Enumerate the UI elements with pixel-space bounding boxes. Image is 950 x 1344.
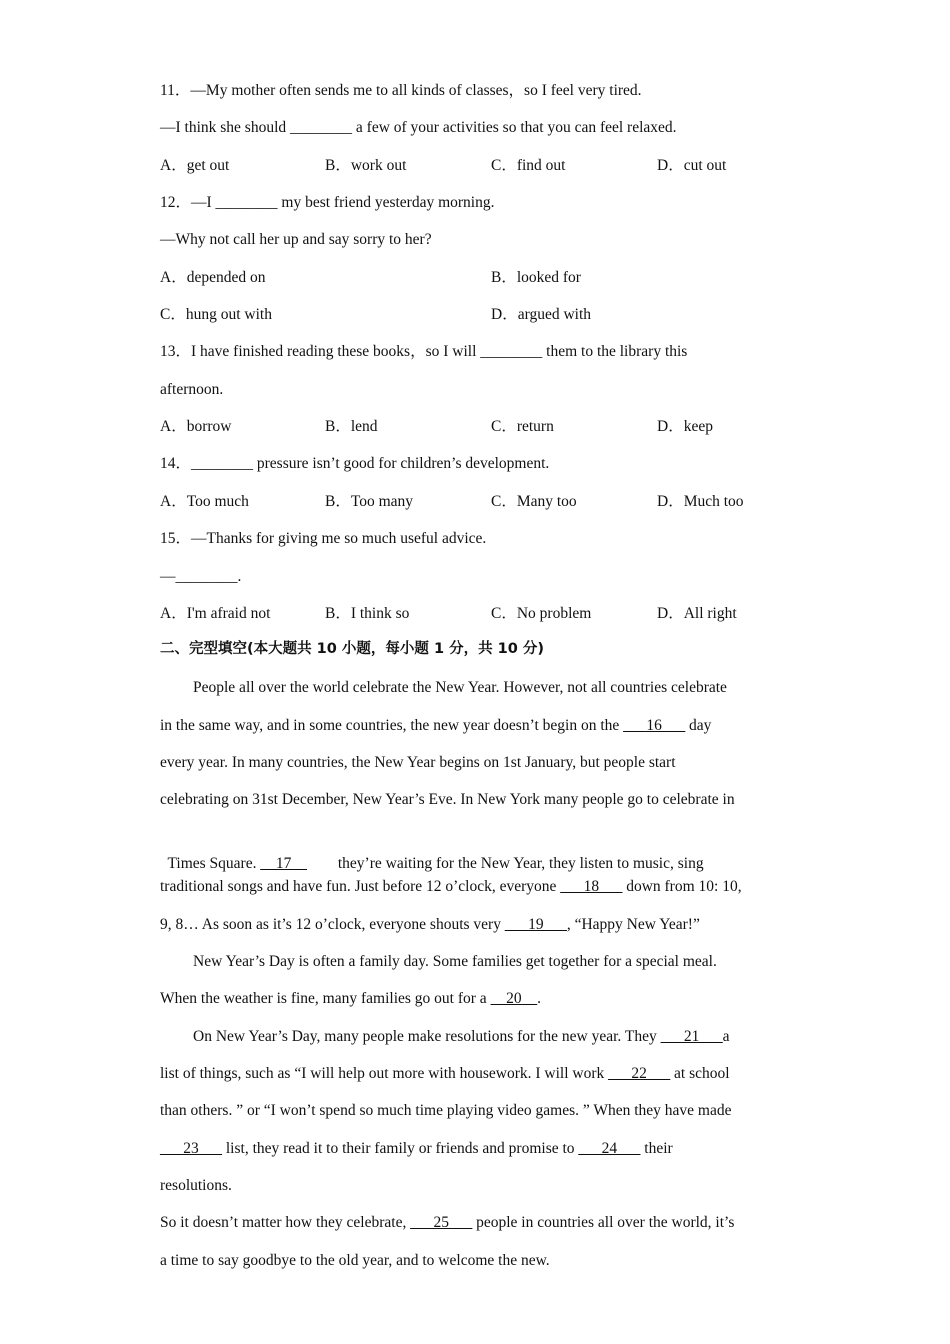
q15-option-a[interactable]: A．I'm afraid not — [160, 605, 271, 622]
q15-option-d[interactable]: D．All right — [657, 605, 737, 622]
text: list of things, such as “I will help out more with housework. I will work — [160, 1065, 609, 1082]
blank-24[interactable]: ___24___ — [578, 1140, 641, 1157]
passage-p1-line3: every year. In many countries, the New Year begins on 1st January, but people start — [160, 754, 676, 771]
text: they’re waiting for the New Year, they listen to music, sing — [306, 855, 704, 872]
q11-option-a[interactable]: A．get out — [160, 157, 230, 174]
passage-p3-line5: resolutions. — [160, 1177, 232, 1194]
q15-stem-reply: —________. — [160, 568, 242, 585]
passage-p1-line2 — [160, 716, 711, 736]
section-heading: 二、完型填空(本大题共 10 小题，每小题 1 分，共 10 分) — [160, 641, 544, 657]
q11-option-c[interactable]: C．find out — [491, 157, 566, 174]
q14-option-a[interactable]: A．Too much — [160, 493, 249, 510]
text: On New Year’s Day, many people make resolutions for the new year. They — [193, 1028, 661, 1045]
q15-option-b[interactable]: B．I think so — [325, 605, 410, 622]
q12-option-b[interactable]: B．looked for — [491, 269, 581, 286]
passage-p4-line1 — [160, 1213, 734, 1233]
text: , “Happy New Year!” — [566, 916, 700, 933]
q11-option-d[interactable]: D．cut out — [657, 157, 727, 174]
passage-p3-line3: than others. ” or “I won’t spend so much time playing video games. ” When they have made — [160, 1102, 732, 1119]
q13-option-d[interactable]: D．keep — [657, 418, 713, 435]
passage-p1-line5 — [160, 834, 704, 874]
blank-21[interactable]: ___21___ — [660, 1028, 723, 1045]
blank-19[interactable]: ___19___ — [504, 916, 567, 933]
q14-option-c[interactable]: C．Many too — [491, 493, 577, 510]
passage-p2-line2 — [160, 989, 541, 1009]
passage-p3-line1 — [193, 1027, 730, 1047]
text: When the weather is fine, many families go out for a — [160, 990, 491, 1007]
q12-option-d[interactable]: D．argued with — [491, 306, 592, 323]
q12-stem: 12．—I ________ my best friend yesterday morning. — [160, 194, 495, 211]
passage-p3-line2 — [160, 1064, 730, 1084]
passage-p1-line1: People all over the world celebrate the New Year. However, not all countries celebrate — [193, 679, 727, 696]
text: day — [685, 717, 712, 734]
q13-option-c[interactable]: C．return — [491, 418, 554, 435]
blank-25[interactable]: ___25___ — [410, 1214, 473, 1231]
q11-stem-reply: —I think she should ________ a few of your activities so that you can feel relaxed. — [160, 119, 677, 136]
passage-p4-line2: a time to say goodbye to the old year, and to welcome the new. — [160, 1252, 550, 1269]
text: their — [640, 1140, 673, 1157]
q14-option-d[interactable]: D．Much too — [657, 493, 744, 510]
passage-p3-line4 — [160, 1139, 673, 1159]
passage-p2-line1: New Year’s Day is often a family day. Some families get together for a special meal. — [193, 953, 717, 970]
blank-20[interactable]: __20__ — [490, 990, 538, 1007]
text: in the same way, and in some countries, the new year doesn’t begin on the — [160, 717, 624, 734]
blank-16[interactable]: ___16___ — [623, 717, 686, 734]
text: at school — [670, 1065, 730, 1082]
q13-option-a[interactable]: A．borrow — [160, 418, 232, 435]
q14-option-b[interactable]: B．Too many — [325, 493, 414, 510]
q11-stem: 11．—My mother often sends me to all kinds of classes，so I feel very tired. — [160, 82, 642, 99]
text: down from 10: 10, — [622, 878, 742, 895]
blank-23[interactable]: ___23___ — [160, 1140, 222, 1157]
text: So it doesn’t matter how they celebrate, — [160, 1214, 411, 1231]
passage-p1-line4: celebrating on 31st December, New Year’s Eve. In New York many people go to celebrate in — [160, 791, 735, 808]
q12-option-c[interactable]: C．hung out with — [160, 306, 272, 323]
passage-p1-line7 — [160, 915, 700, 935]
q14-stem: 14．________ pressure isn’t good for children’s development. — [160, 455, 550, 472]
q13-stem-cont: afternoon. — [160, 381, 224, 398]
text: traditional songs and have fun. Just before 12 o’clock, everyone — [160, 878, 561, 895]
text: people in countries all over the world, it’s — [472, 1214, 735, 1231]
q12-stem-reply: —Why not call her up and say sorry to her? — [160, 231, 432, 248]
text: list, they read it to their family or friends and promise to — [222, 1140, 579, 1157]
blank-22[interactable]: ___22___ — [608, 1065, 671, 1082]
q13-stem: 13．I have finished reading these books，so I will ________ them to the library this — [160, 343, 688, 360]
q12-option-a[interactable]: A．depended on — [160, 269, 266, 286]
passage-p1-line6 — [160, 877, 742, 897]
q15-stem: 15．—Thanks for giving me so much useful advice. — [160, 530, 487, 547]
text: . — [537, 990, 541, 1007]
text: Times Square. — [167, 855, 261, 872]
blank-18[interactable]: ___18___ — [560, 878, 623, 895]
blank-17[interactable]: __17__ — [260, 855, 307, 872]
text: 9, 8… As soon as it’s 12 o’clock, everyone shouts very — [160, 916, 505, 933]
q13-option-b[interactable]: B．lend — [325, 418, 378, 435]
q15-option-c[interactable]: C．No problem — [491, 605, 592, 622]
text: a — [722, 1028, 730, 1045]
q11-option-b[interactable]: B．work out — [325, 157, 407, 174]
